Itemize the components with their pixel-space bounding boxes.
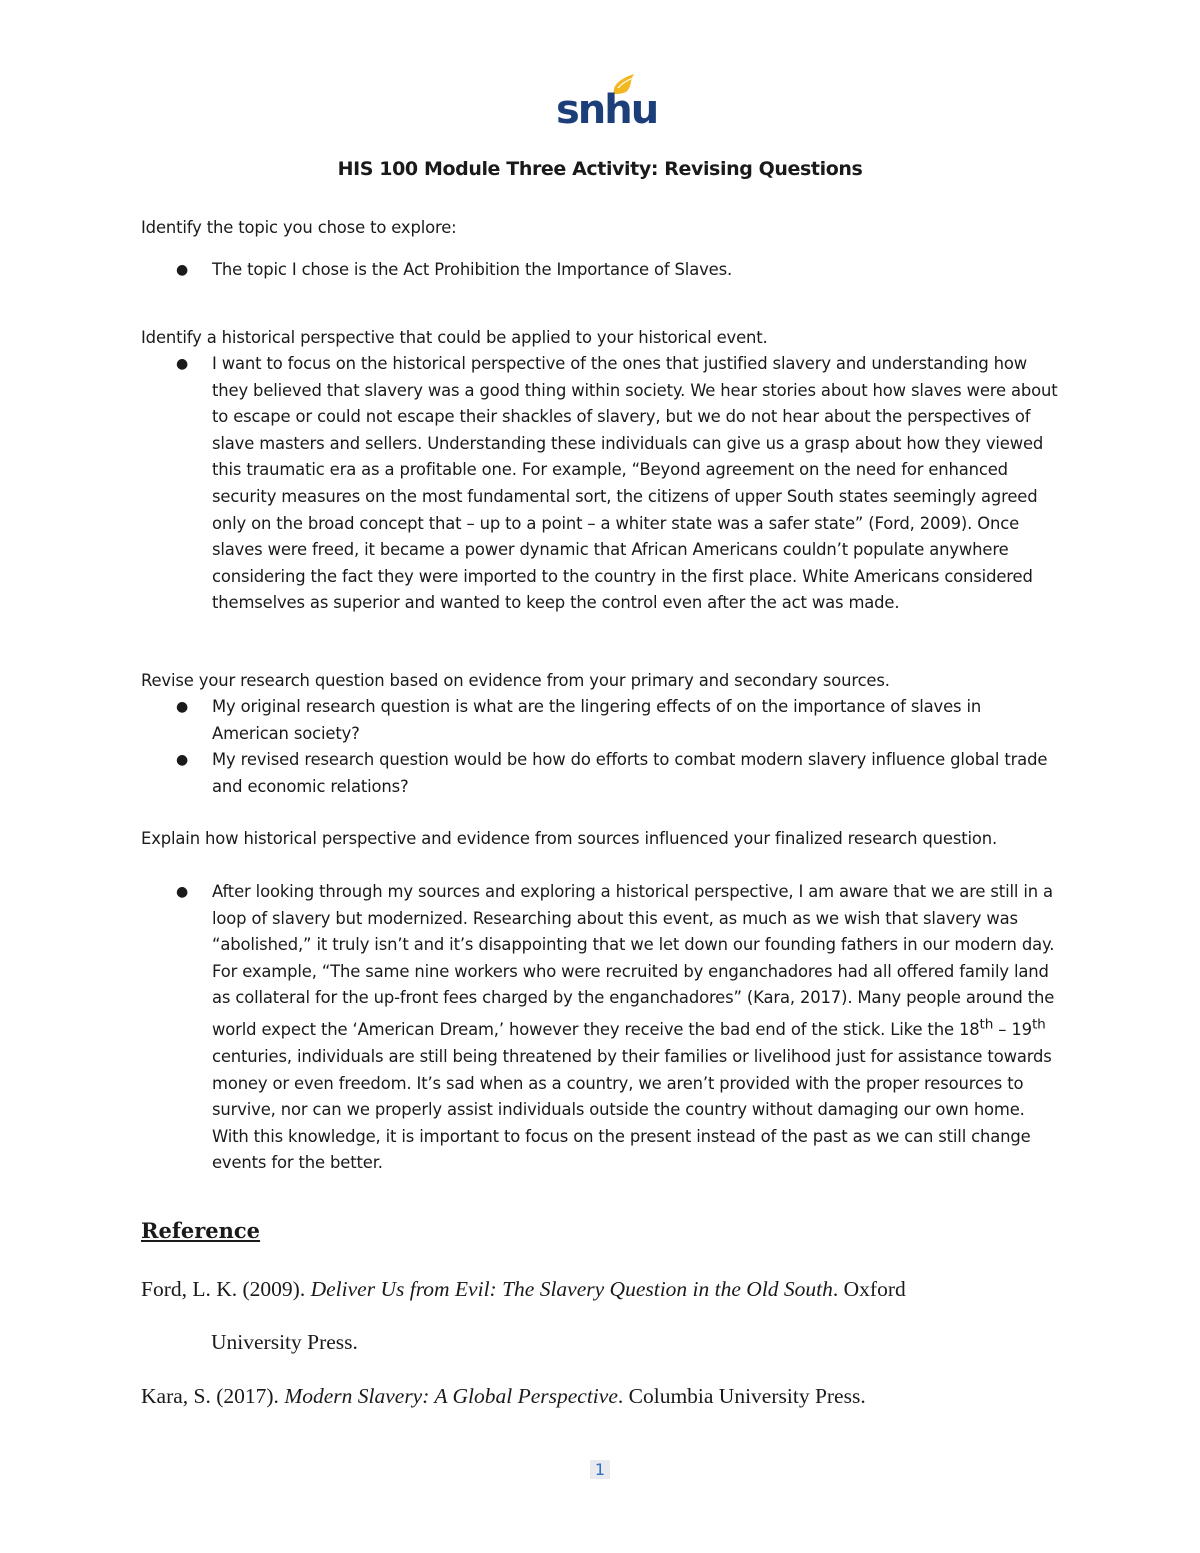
list-item [141,747,1061,800]
reference-author: Ford, L. K. (2009). [141,1277,311,1301]
list-item [141,351,1061,617]
superscript: th [1031,1016,1046,1033]
superscript: th [979,1016,994,1033]
explain-list [141,879,1061,1177]
bullet-icon: ● [176,884,189,900]
reference-entry [141,1263,1101,1369]
bullet-icon: ● [176,752,189,769]
list-item-text-part: – 19 [993,1020,1032,1040]
reference-publisher: . Columbia University Press. [617,1384,866,1408]
bullet-icon: ● [176,356,189,372]
snhu-logo [556,72,658,134]
reference-title: Deliver Us from Evil: The Slavery Question in the Old South [310,1277,833,1301]
perspective-list [141,351,1061,617]
topic-prompt: Identify the topic you chose to explore: [141,218,457,237]
reference-author: Kara, S. (2017). [141,1384,285,1408]
reference-title: Modern Slavery: A Global Perspective [284,1384,618,1408]
bullet-icon: ● [176,699,189,715]
page-number: 1 [590,1460,610,1479]
logo-wordmark: snhu [556,87,658,133]
list-item [141,694,1061,747]
list-item-text [212,882,1054,1172]
list-item-text-part: After looking through my sources and exploring a historical perspective, I am aware that we are still in a loop of slavery but modernized. Researching about this event, as much as we wish that slavery was “abolished,” it truly isn’t and it’s disappointing that we let down our founding fathers in our modern day. For example, “The same nine workers who were recruited by enganchadores had all offered family land as collateral for the up-front fees charged by the enganchadores” (Kara, 2017). Many people around the world expect the ‘American Dream,’ however they receive the bad end of the stick. Like the 18 [212,882,1055,1040]
revise-list [141,694,1061,800]
list-item-text: My revised research question would be how do efforts to combat modern slavery influence global trade and economic relations? [212,750,1048,796]
reference-entry [141,1370,1101,1423]
list-item-text: I want to focus on the historical perspective of the ones that justified slavery and understanding how they believed that slavery was a good thing within society. We hear stories about how slaves were about to escape or could not escape their shackles of slavery, but we do not hear about the perspectives of slave masters and sellers. Understanding these individuals can give us a grasp about how they viewed this traumatic era as a profitable one. For example, “Beyond agreement on the need for enhanced security measures on the most fundamental sort, the citizens of upper South states seemingly agreed only on the broad concept that – up to a point – a whiter state was a safer state” (Ford, 2009). Once slaves were freed, it became a power dynamic that African Americans couldn’t populate anywhere considering the fact they were imported to the country in the first place. White Americans considered themselves as superior and wanted to keep the control even after the act was made. [212,354,1058,613]
list-item-text-part: centuries, individuals are still being threatened by their families or livelihood just for assistance towards money or even freedom. It’s sad when as a country, we aren’t provided with the proper resources to survive, nor can we properly assist individuals outside the country without damaging our own home. With this knowledge, it is important to focus on the present instead of the past as we can still change events for the better. [212,1047,1052,1173]
bullet-icon: ● [176,262,189,278]
reference-continuation: University Press. [211,1330,358,1354]
topic-list [141,257,1061,284]
perspective-prompt: Identify a historical perspective that could be applied to your historical event. [141,328,768,347]
list-item [141,257,1061,284]
list-item-text: The topic I chose is the Act Prohibition the Importance of Slaves. [212,260,733,279]
list-item [141,879,1061,1177]
reference-heading: Reference [141,1218,261,1243]
explain-prompt: Explain how historical perspective and evidence from sources influenced your finalized research question. [141,829,998,848]
page-title: HIS 100 Module Three Activity: Revising Questions [337,158,863,180]
list-item-text: My original research question is what are the lingering effects of on the importance of slaves in American society? [212,697,982,743]
reference-publisher: . Oxford [832,1277,906,1301]
revise-prompt: Revise your research question based on evidence from your primary and secondary sources. [141,671,890,690]
